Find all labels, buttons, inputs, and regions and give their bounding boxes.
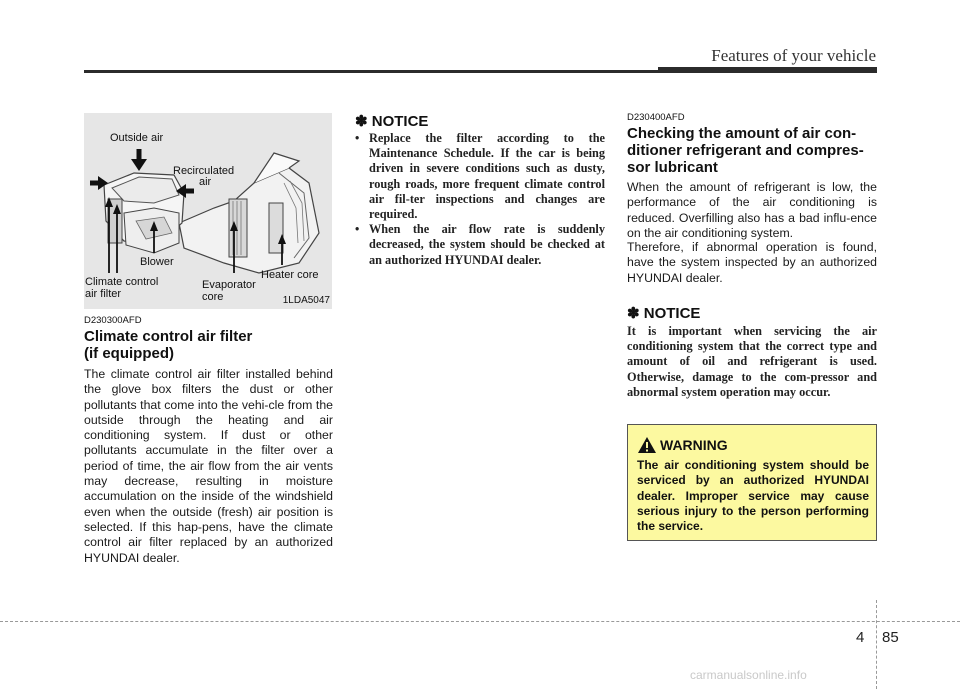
warning-body: The air conditioning system should be serviced by an authorized HYUNDAI dealer. Improper service may cause serious injury to the person performing the service. xyxy=(637,458,869,534)
figure-code: 1LDA5047 xyxy=(282,295,330,306)
section-heading-sub: (if equipped) xyxy=(84,345,174,362)
label-blower: Blower xyxy=(140,256,174,268)
list-item: • Replace the filter according to the Maintenance Schedule. If the car is being driven in severe conditions such as dusty, rough roads, more frequent climate control air fil-ter inspections and changes are required. xyxy=(355,131,605,222)
header-rule-thick xyxy=(658,67,877,72)
warning-triangle-icon xyxy=(637,436,657,454)
list-item: • When the air flow rate is suddenly decreased, the system should be checked at an authorized HYUNDAI dealer. xyxy=(355,222,605,267)
label-evaporator-2: core xyxy=(202,291,224,303)
notice-list xyxy=(355,131,605,268)
section-heading-line3: sor lubricant xyxy=(627,159,718,176)
label-filter-2: air filter xyxy=(85,288,122,300)
notice-body: It is important when servicing the air conditioning system that the correct type and amount of oil and refrigerant is used. Otherwise, damage to the com-pressor and abnormal system operation may occur. xyxy=(627,324,877,399)
label-recirculated-air: air xyxy=(199,176,212,188)
footer-rule xyxy=(0,621,960,622)
label-outside-air: Outside air xyxy=(110,132,164,144)
section-body: When the amount of refrigerant is low, the performance of the air conditioning is reduced. Overfilling also has a bad influ-ence on the air conditioning system. xyxy=(627,180,877,240)
warning-title: WARNING xyxy=(660,437,728,453)
warning-box xyxy=(627,424,877,541)
page-number: 85 xyxy=(882,629,899,646)
section-code: D230400AFD xyxy=(627,112,685,123)
page-header-title: Features of your vehicle xyxy=(711,46,876,65)
footer-divider xyxy=(876,600,877,689)
section-code: D230300AFD xyxy=(84,315,142,326)
section-number: 4 xyxy=(856,629,865,646)
hvac-diagram xyxy=(84,113,332,309)
label-recirculated: Recirculated xyxy=(173,165,235,177)
label-filter-1: Climate control xyxy=(85,276,159,288)
section-body: Therefore, if abnormal operation is found, have the system inspected by an authorized HYUNDAI dealer. xyxy=(627,240,877,285)
label-evaporator-1: Evaporator xyxy=(202,279,256,291)
watermark: carmanualsonline.info xyxy=(690,668,807,682)
section-heading: Checking the amount of air con- xyxy=(627,125,857,142)
label-heater-core: Heater core xyxy=(261,269,319,281)
section-heading: Climate control air filter xyxy=(84,328,253,345)
notice-heading: ✽ NOTICE xyxy=(627,305,701,322)
section-body: The climate control air filter installed behind the glove box filters the dust or other pollutants that come into the vehi-cle from the outside through the heating and air conditioning system. If dust or other pollutants accumulate in the filter over a period of time, the air flow from the air vents may decrease, resulting in moisture accumulation on the inside of the windshield even when the outside (fresh) air position is selected. If this hap-pens, have the climate control air filter replaced by an authorized HYUNDAI dealer. xyxy=(84,367,333,565)
notice-heading: ✽ NOTICE xyxy=(355,113,429,130)
section-heading-line2: ditioner refrigerant and compres- xyxy=(627,142,864,159)
